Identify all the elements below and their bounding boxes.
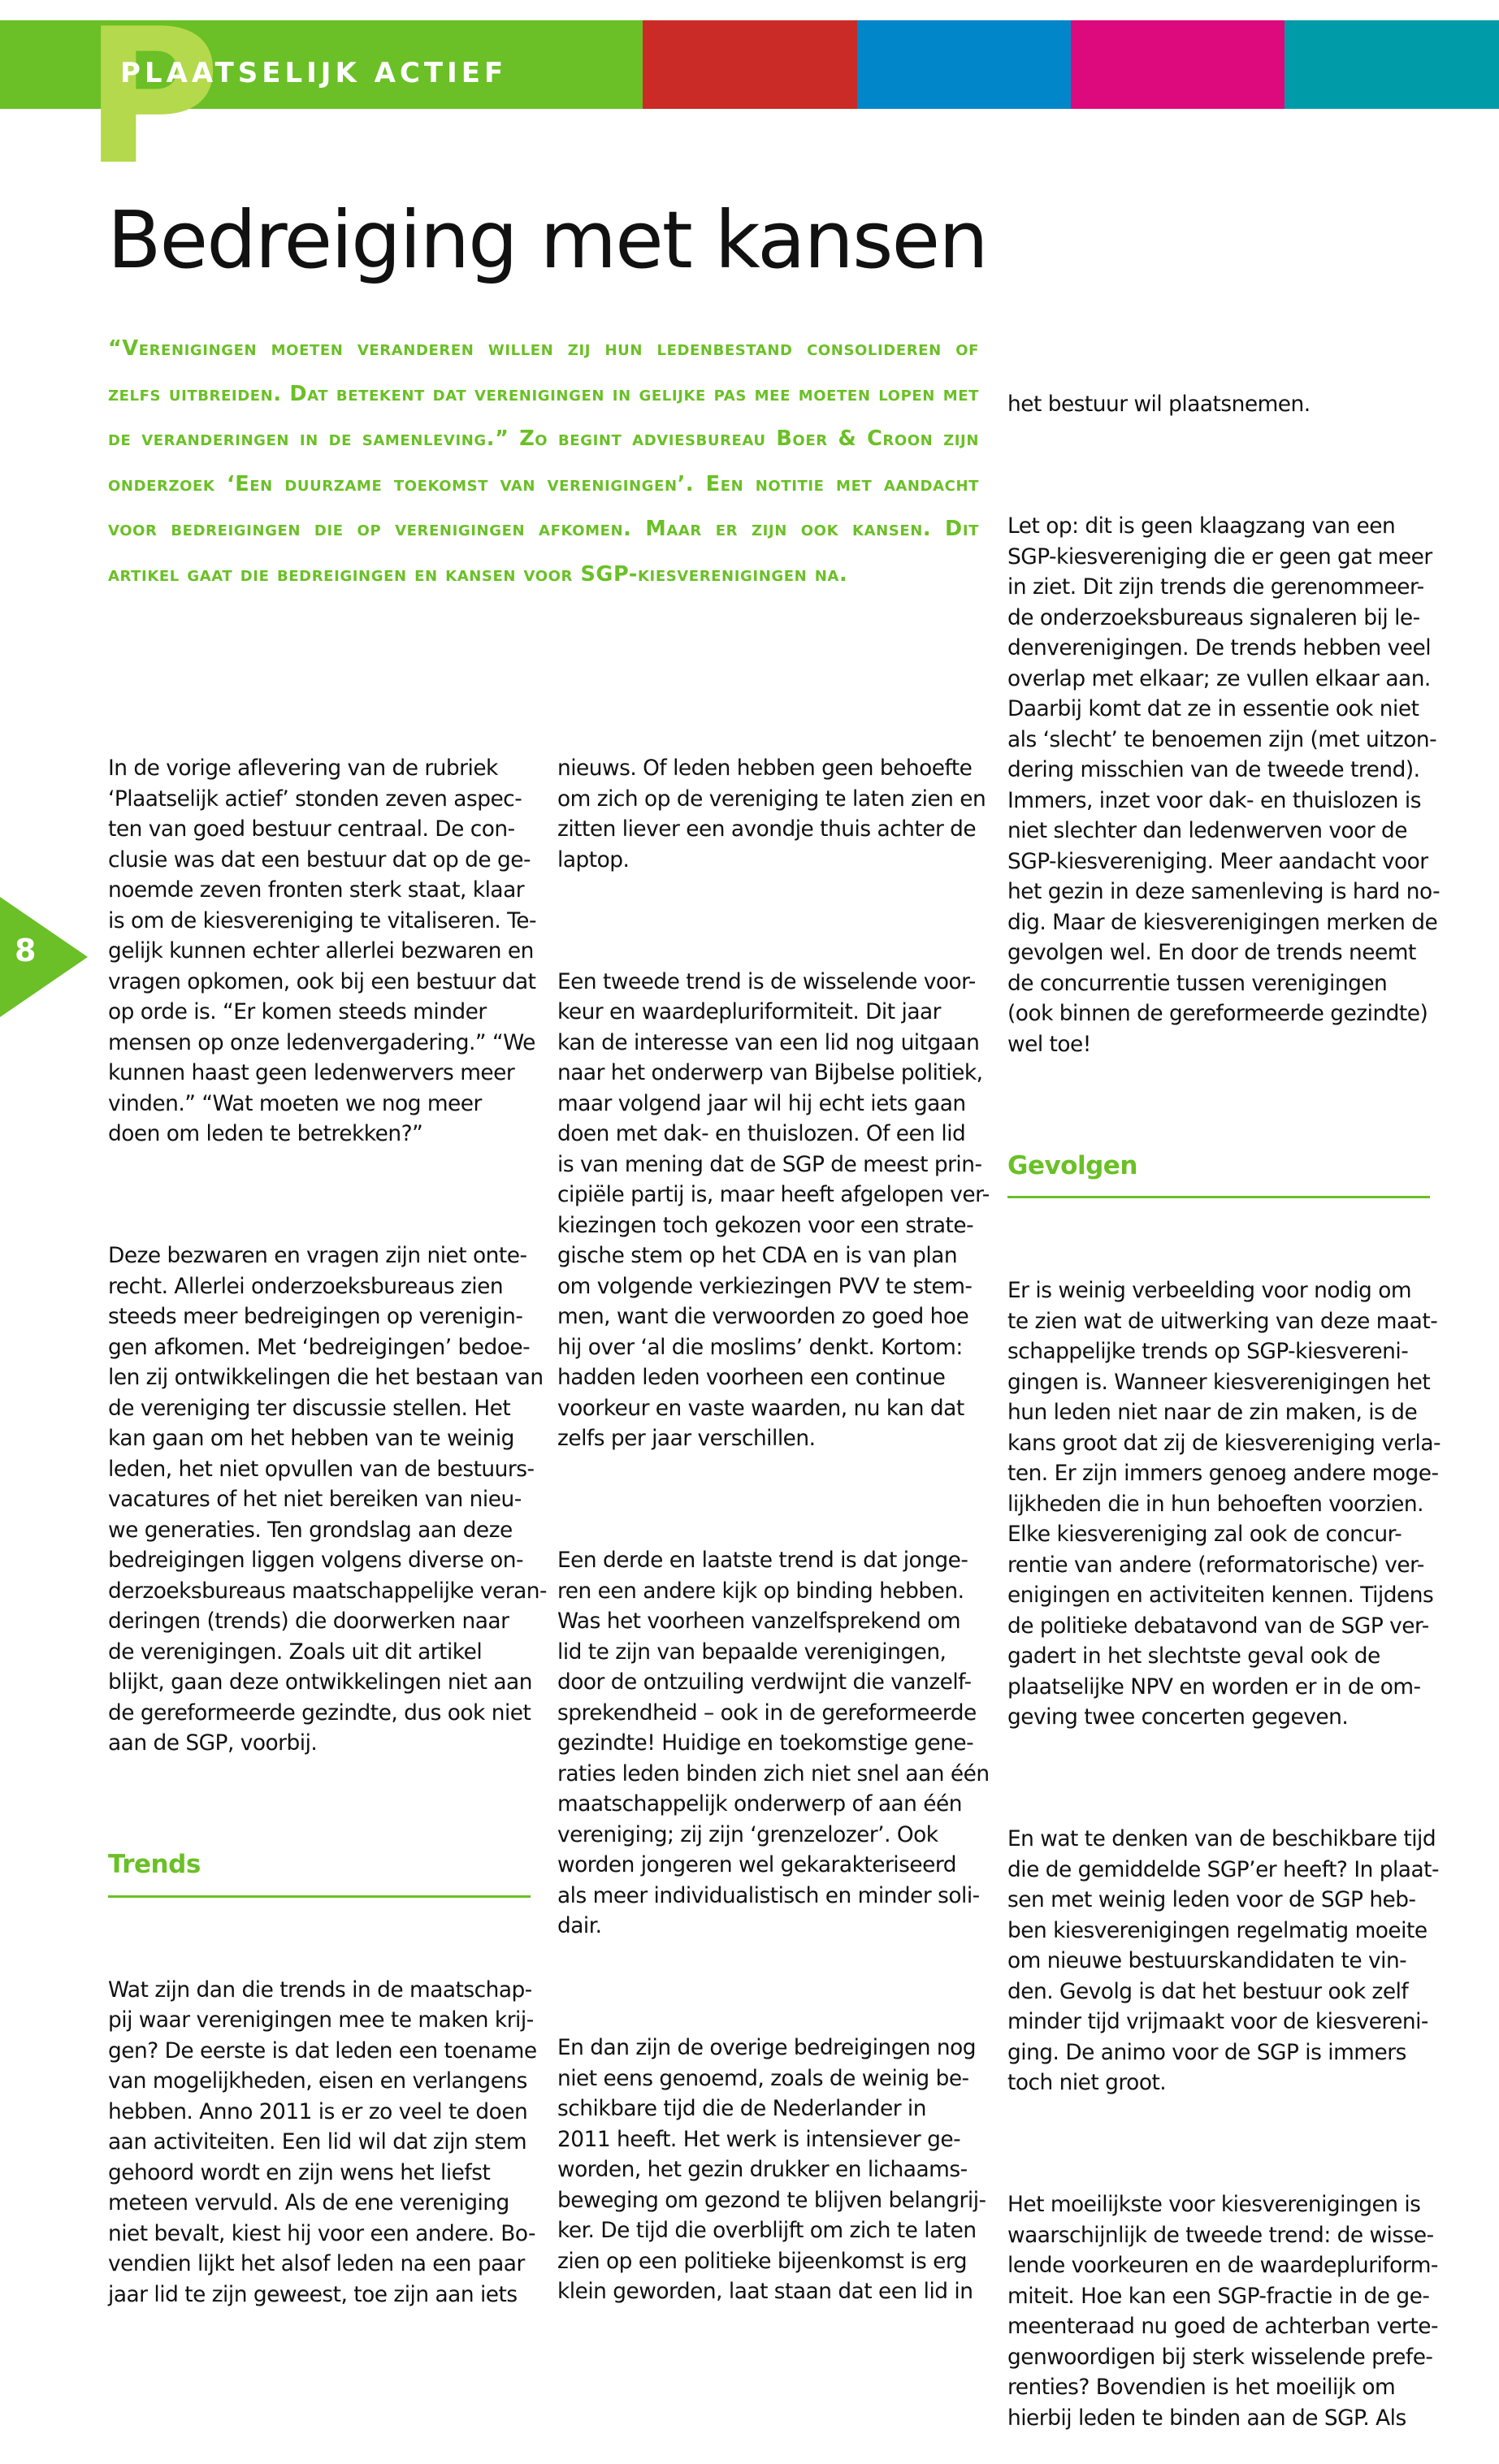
paragraph: Een derde en laatste trend is dat jonge- ren een andere kijk op binding hebben. Was het voorheen vanzelfsprekend om lid te zijn van bepaalde verenigingen, door de ontzuiling verdwijnt die vanzelf- sprekendheid – ook in de gereformeerde gezindte! Huidige en toekomstige gene- raties leden binden zich niet snel aan één maatschappelijk onderwerp of aan één vereniging; zij zijn ‘grenzelozer’. Ook worden jongeren wel gekarakteriseerd als meer individualistisch en minder soli- dair. xyxy=(557,1548,990,1938)
column-2 xyxy=(557,692,990,2337)
paragraph: Er is weinig verbeelding voor nodig om te zien wat de uitwerking van deze maat- schappelijke trends op SGP-kiesvereni- gingen is. Wanneer kiesverenigingen het hun leden niet naar de zin maken, is de kans groot dat zij de kiesvereniging verla- ten. Er zijn immers genoeg andere moge- lijkheden die in hun behoeften voorzien. Elke kiesvereniging zal ook de concur- rentie van andere (reformatorische) ver- enigingen en activiteiten kennen. Tijdens de politieke debatavond van de SGP ver- gadert in het slechtste geval ook de plaatselijke NPV en worden er in de om- geving twee concerten gegeven. xyxy=(1007,1278,1441,1730)
paragraph: Het moeilijkste voor kiesverenigingen is waarschijnlijk de tweede trend: de wisse- lende voorkeuren en de waardepluriform- miteit. Hoe kan een SGP-fractie in de ge- meenteraad nu goed de achterban verte- genwoordigen bij sterk wisselende prefe- renties? Bovendien is het moeilijk om hierbij leden te binden aan de SGP. Als xyxy=(1007,2192,1439,2431)
subheading-gevolgen: Gevolgen xyxy=(1007,1151,1430,1199)
section-label: PLAATSELIJK ACTIEF xyxy=(120,57,508,89)
band-segment-red xyxy=(643,20,857,109)
band-segment-teal xyxy=(1285,20,1499,109)
band-segment-magenta xyxy=(1071,20,1285,109)
column-1 xyxy=(108,692,548,2341)
band-segment-blue xyxy=(857,20,1071,109)
page-number-tab xyxy=(0,897,88,1017)
paragraph: Let op: dit is geen klaagzang van een SGP-kiesvereniging die er geen gat meer in ziet. Dit zijn trends die gerenommeer- de onderzoeksbureaus signaleren bij le- denverenigingen. De trends hebben veel overlap met elkaar; ze vullen elkaar aan. Daarbij komt dat ze in essentie ook niet als ‘slecht’ te benoemen zijn (met uitzon- dering misschien van de tweede trend). Immers, inzet voor dak- en thuislozen is niet slechter dan ledenwerven voor de SGP-kiesvereniging. Meer aandacht voor het gezin in deze samenleving is hard no- dig. Maar de kiesverenigingen merken de gevolgen wel. En door de trends neemt de concurrentie tussen verenigingen (ook binnen de gereformeerde gezindte) wel toe! xyxy=(1007,513,1441,1057)
section-initial-letter: P xyxy=(84,0,221,206)
paragraph: het bestuur wil plaatsnemen. xyxy=(1007,392,1311,417)
paragraph: Een tweede trend is de wisselende voor- keur en waardepluriformiteit. Dit jaar kan de interesse van een lid nog uitgaan naar het onderwerp van Bijbelse politiek, maar volgend jaar wil hij echt iets gaan doen met dak- en thuislozen. Of een lid is van mening dat de SGP de meest prin- cipiële partij is, maar heeft afgelopen ver- kiezingen toch gekozen voor een strate- gische stem op het CDA en is van plan om volgende verkiezingen PVV te stem- men, want die verwoorden zo goed hoe hij over ‘al die moslims’ denkt. Kortom: hadden leden voorheen een continue voorkeur en vaste waarden, nu kan dat zelfs per jaar verschillen. xyxy=(557,968,990,1451)
paragraph: nieuws. Of leden hebben geen behoefte om zich op de vereniging te laten zien en zitten liever een avondje thuis achter de laptop. xyxy=(557,756,986,873)
paragraph: Deze bezwaren en vragen zijn niet onte- recht. Allerlei onderzoeksbureaus zien steeds meer bedreigingen op verenigin- gen afkomen. Met ‘bedreigingen’ bedoe- len zij ontwikkelingen die het bestaan van de vereniging ter discussie stellen. Het kan gaan om het hebben van te weinig leden, het niet opvullen van de bestuurs- vacatures of het niet bereiken van nieu- we generaties. Ten grondslag aan deze bedreigingen liggen volgens diverse on- derzoeksbureaus maatschappelijke veran- deringen (trends) die doorwerken naar de verenigingen. Zoals uit dit artikel blijkt, gaan deze ontwikkelingen niet aan de gereformeerde gezindte, dus ook niet aan de SGP, voorbij. xyxy=(108,1243,548,1756)
article-title: Bedreiging met kansen xyxy=(107,194,987,286)
paragraph: En dan zijn de overige bedreigingen nog niet eens genoemd, zoals de weinig be- schikbare tijd die de Nederlander in 2011 heeft. Het werk is intensiever ge- worden, het gezin drukker en lichaams- beweging om gezond te blijven belangrij- ker. De tijd die overblijft om zich te laten zien op een politieke bijeenkomst is erg klein geworden, laat staan dat een lid in xyxy=(557,2035,986,2304)
subheading-trends: Trends xyxy=(108,1850,531,1898)
paragraph: In de vorige aflevering van de rubriek ‘Plaatselijk actief’ stonden zeven aspec- ten van goed bestuur centraal. De con- clusie was dat een bestuur dat op de ge- noemde zeven fronten sterk staat, klaar is om de kiesvereniging te vitaliseren. Te- gelijk kunnen echter allerlei bezwaren en vragen opkomen, ook bij een bestuur dat op orde is. “Er komen steeds minder mensen op onze ledenvergadering.” “We kunnen haast geen ledenwervers meer vinden.” “Wat moeten we nog meer doen om leden te betrekken?” xyxy=(108,756,537,1146)
paragraph: En wat te denken van de beschikbare tijd die de gemiddelde SGP’er heeft? In plaat- sen met weinig leden voor de SGP heb- ben kiesverenigingen regelmatig moeite om nieuwe bestuurskandidaten te vin- den. Gevolg is dat het bestuur ook zelf minder tijd vrijmaakt voor de kiesvereni- ging. De animo voor de SGP is immers toch niet groot. xyxy=(1007,1826,1440,2095)
paragraph: Wat zijn dan die trends in de maatschap- pij waar verenigingen mee te maken krij- gen? De eerste is dat leden een toename van mogelijkheden, eisen en verlangens hebben. Anno 2011 is er zo veel te doen aan activiteiten. Een lid wil dat zijn stem gehoord wordt en zijn wens het liefst meteen vervuld. Als de ene vereniging niet bevalt, kiest hij voor een andere. Bo- vendien lijkt het alsof leden na een paar jaar lid te zijn geweest, toe zijn aan iets xyxy=(108,1977,537,2307)
article-intro: “Verenigingen moeten veranderen willen zij hun ledenbestand consolideren of zelfs uitbreiden. Dat betekent dat verenigingen in gelijke pas mee moeten lopen met de veranderingen in de samenleving.” Zo begint adviesbureau Boer & Croon zijn onderzoek ‘Een duurzame toekomst van verenigingen’. Een notitie met aandacht voor bedreigingen die op verenigingen afkomen. Maar er zijn ook kansen. Dit artikel gaat die bedreigingen en kansen voor SGP-kiesverenigingen na. xyxy=(108,336,979,587)
column-3 xyxy=(1007,328,1441,2464)
page-number: 8 xyxy=(15,933,37,968)
